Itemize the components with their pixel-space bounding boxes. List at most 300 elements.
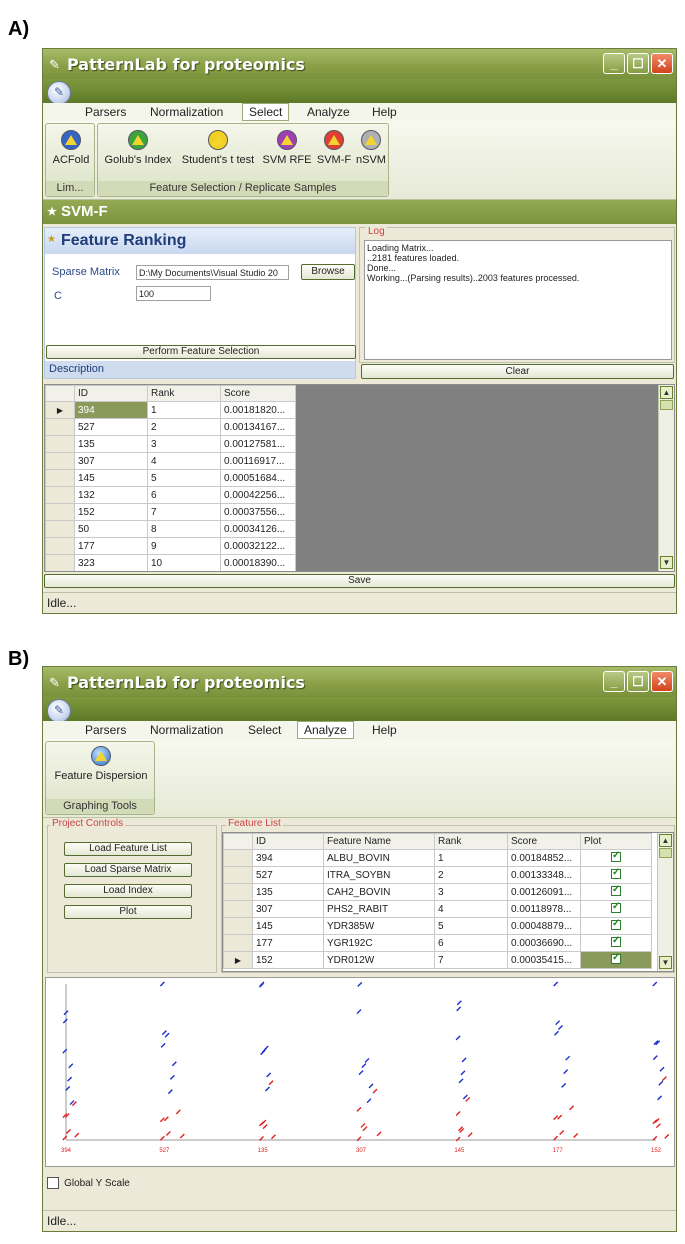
row-header bbox=[46, 521, 75, 538]
header-corner bbox=[224, 834, 253, 850]
data-mark bbox=[63, 1019, 67, 1023]
ribbon-b bbox=[43, 739, 676, 818]
sparse-matrix-label: Sparse Matrix bbox=[52, 266, 120, 278]
cell-id[interactable]: 50 bbox=[75, 521, 148, 538]
cell-rank[interactable]: 5 bbox=[435, 918, 508, 935]
cell-score[interactable]: 0.00134167... bbox=[221, 419, 296, 436]
minimize-button[interactable]: _ bbox=[603, 53, 625, 74]
menu-help[interactable]: Help bbox=[372, 105, 397, 119]
cell-rank[interactable]: 2 bbox=[148, 419, 221, 436]
x-tick-label: 394 bbox=[60, 1148, 72, 1154]
cell-rank[interactable]: 4 bbox=[435, 901, 508, 918]
plot-checkbox[interactable] bbox=[611, 852, 621, 862]
cell-id[interactable]: 307 bbox=[253, 901, 324, 918]
feature-list-title: Feature List bbox=[228, 818, 281, 829]
section-title: SVM-F bbox=[61, 203, 108, 220]
cell-score[interactable]: 0.00042256... bbox=[221, 487, 296, 504]
col-plot[interactable]: Plot bbox=[581, 834, 652, 850]
maximize-button[interactable]: ☐ bbox=[627, 53, 649, 74]
ranking-table bbox=[44, 384, 675, 572]
cell-plot[interactable] bbox=[581, 935, 652, 952]
feature-ranking-panel bbox=[44, 227, 356, 379]
load-index-button[interactable]: Load Index bbox=[64, 884, 192, 898]
log-line: Done... bbox=[367, 263, 397, 273]
table-row[interactable] bbox=[46, 453, 296, 470]
data-mark bbox=[176, 1110, 180, 1114]
data-mark bbox=[369, 1084, 373, 1088]
data-mark bbox=[269, 1081, 273, 1085]
acfold-icon bbox=[61, 130, 81, 150]
cell-id[interactable]: 152 bbox=[253, 952, 324, 969]
title-bar bbox=[43, 667, 676, 697]
x-tick-label: 145 bbox=[454, 1148, 465, 1154]
load-sparse-matrix-button[interactable]: Load Sparse Matrix bbox=[64, 863, 192, 877]
menu-bar bbox=[43, 103, 676, 121]
data-mark bbox=[466, 1097, 470, 1101]
feature-list-grid bbox=[223, 833, 652, 969]
svm-rfe-label: SVM RFE bbox=[262, 154, 312, 166]
log-line: ..2181 features loaded. bbox=[367, 253, 460, 263]
nsvm-button[interactable] bbox=[354, 130, 388, 166]
nsvm-icon bbox=[361, 130, 381, 150]
cell-id[interactable]: 527 bbox=[253, 867, 324, 884]
nsvm-label: nSVM bbox=[356, 154, 386, 166]
project-controls-group bbox=[47, 818, 217, 973]
data-mark bbox=[461, 1071, 465, 1075]
table-row[interactable] bbox=[224, 935, 652, 952]
data-mark bbox=[172, 1062, 176, 1066]
app-icon: ✎ bbox=[49, 675, 60, 690]
row-header bbox=[46, 538, 75, 555]
cell-id[interactable]: 394 bbox=[253, 850, 324, 867]
menu-normalization[interactable]: Normalization bbox=[150, 723, 224, 737]
window-title: PatternLab for proteomics bbox=[67, 55, 305, 74]
ranking-grid bbox=[45, 385, 296, 572]
ribbon-group-lim bbox=[45, 123, 95, 197]
data-mark bbox=[658, 1096, 662, 1100]
cell-score[interactable]: 0.00035415... bbox=[508, 952, 581, 969]
plot-checkbox[interactable] bbox=[611, 954, 621, 964]
group-graphing-tools-label: Graphing Tools bbox=[46, 799, 154, 814]
data-mark bbox=[161, 1043, 165, 1047]
students-t-test-button[interactable] bbox=[176, 130, 260, 166]
ranking-icon: ★ bbox=[47, 234, 56, 245]
cell-id[interactable]: 177 bbox=[75, 538, 148, 555]
table-row[interactable] bbox=[224, 901, 652, 918]
acfold-button[interactable] bbox=[50, 130, 92, 166]
data-mark bbox=[665, 1134, 669, 1138]
svm-f-icon bbox=[324, 130, 344, 150]
table-row[interactable] bbox=[46, 419, 296, 436]
plot-checkbox[interactable] bbox=[611, 869, 621, 879]
data-mark bbox=[558, 1026, 562, 1030]
cell-score[interactable]: 0.00184852... bbox=[508, 850, 581, 867]
golubs-index-label: Golub's Index bbox=[104, 154, 172, 166]
cell-rank[interactable]: 7 bbox=[435, 952, 508, 969]
window-b bbox=[42, 666, 677, 1232]
cell-plot[interactable] bbox=[581, 918, 652, 935]
data-mark bbox=[570, 1106, 574, 1110]
data-mark bbox=[363, 1127, 367, 1131]
header-corner bbox=[46, 386, 75, 402]
acfold-label: ACFold bbox=[52, 154, 90, 166]
row-header bbox=[224, 867, 253, 884]
log-title: Log bbox=[368, 226, 385, 237]
table-row[interactable] bbox=[46, 504, 296, 521]
x-tick-label: 527 bbox=[159, 1148, 170, 1154]
data-mark bbox=[653, 982, 657, 986]
cell-id[interactable]: 527 bbox=[75, 419, 148, 436]
menu-analyze[interactable]: Analyze bbox=[307, 105, 350, 119]
plot-checkbox[interactable] bbox=[611, 937, 621, 947]
table-row[interactable] bbox=[224, 867, 652, 884]
row-header bbox=[224, 935, 253, 952]
feature-dispersion-icon bbox=[91, 746, 111, 766]
cell-id[interactable]: 145 bbox=[75, 470, 148, 487]
table-row[interactable] bbox=[224, 850, 652, 867]
table-row[interactable] bbox=[46, 538, 296, 555]
ribbon-header bbox=[43, 697, 676, 721]
menu-help[interactable]: Help bbox=[372, 723, 397, 737]
cell-feature-name[interactable]: CAH2_BOVIN bbox=[324, 884, 435, 901]
log-textbox[interactable] bbox=[364, 240, 672, 360]
col-feature-name[interactable]: Feature Name bbox=[324, 834, 435, 850]
table-row[interactable] bbox=[46, 487, 296, 504]
menu-parsers[interactable]: Parsers bbox=[85, 723, 127, 737]
data-mark bbox=[456, 1036, 460, 1040]
table-row[interactable] bbox=[46, 555, 296, 572]
data-mark bbox=[365, 1058, 369, 1062]
data-mark bbox=[463, 1095, 467, 1099]
feature-ranking-title: Feature Ranking bbox=[61, 232, 187, 249]
x-tick-label: 177 bbox=[552, 1148, 563, 1154]
cell-rank[interactable]: 1 bbox=[435, 850, 508, 867]
feature-ranking-header bbox=[45, 228, 355, 254]
table-row[interactable] bbox=[224, 952, 652, 969]
cell-plot[interactable] bbox=[581, 901, 652, 918]
browse-button[interactable]: Browse bbox=[301, 264, 355, 280]
svm-f-button[interactable] bbox=[314, 130, 354, 166]
panel-label-b: B) bbox=[8, 648, 30, 670]
data-mark bbox=[659, 1081, 663, 1085]
cell-rank[interactable]: 2 bbox=[435, 867, 508, 884]
scroll-thumb[interactable] bbox=[659, 848, 672, 858]
cell-id[interactable]: 132 bbox=[75, 487, 148, 504]
row-header bbox=[224, 901, 253, 918]
data-mark bbox=[556, 1021, 560, 1025]
plot-button[interactable]: Plot bbox=[64, 905, 192, 919]
feature-dispersion-label: Feature Dispersion bbox=[54, 770, 148, 782]
data-mark bbox=[562, 1083, 566, 1087]
section-icon: ★ bbox=[47, 206, 57, 218]
feature-list-table bbox=[222, 832, 674, 972]
scroll-down-arrow[interactable]: ▼ bbox=[659, 956, 672, 969]
global-y-scale-checkbox[interactable] bbox=[47, 1177, 59, 1189]
table-row[interactable] bbox=[46, 521, 296, 538]
x-tick-label: 307 bbox=[355, 1148, 367, 1154]
data-mark bbox=[357, 1107, 361, 1111]
cell-score[interactable]: 0.00127581... bbox=[221, 436, 296, 453]
cell-rank[interactable]: 9 bbox=[148, 538, 221, 555]
load-feature-list-button[interactable]: Load Feature List bbox=[64, 842, 192, 856]
data-mark bbox=[554, 1031, 558, 1035]
scroll-up-arrow[interactable]: ▲ bbox=[660, 386, 673, 399]
cell-plot[interactable] bbox=[581, 850, 652, 867]
data-mark bbox=[160, 1118, 164, 1122]
data-mark bbox=[170, 1075, 174, 1079]
cell-rank[interactable]: 3 bbox=[148, 436, 221, 453]
menu-bar bbox=[43, 721, 676, 739]
app-orb[interactable] bbox=[47, 699, 71, 723]
window-title: PatternLab for proteomics bbox=[67, 673, 305, 692]
cell-feature-name[interactable]: ALBU_BOVIN bbox=[324, 850, 435, 867]
menu-parsers[interactable]: Parsers bbox=[85, 105, 127, 119]
window-a bbox=[42, 48, 677, 614]
status-text: Idle... bbox=[47, 1214, 77, 1228]
cell-rank[interactable]: 10 bbox=[148, 555, 221, 572]
data-mark bbox=[554, 982, 558, 986]
cell-score[interactable]: 0.00037556... bbox=[221, 504, 296, 521]
status-bar bbox=[43, 1210, 676, 1231]
table-row[interactable] bbox=[224, 918, 652, 935]
status-text: Idle... bbox=[47, 596, 77, 610]
row-header bbox=[46, 453, 75, 470]
data-mark bbox=[656, 1124, 660, 1128]
feature-dispersion-button[interactable] bbox=[48, 746, 154, 782]
cell-id[interactable]: 145 bbox=[253, 918, 324, 935]
cell-rank[interactable]: 4 bbox=[148, 453, 221, 470]
data-mark bbox=[468, 1133, 472, 1137]
svm-rfe-button[interactable] bbox=[262, 130, 312, 166]
c-label: C bbox=[54, 290, 62, 302]
data-mark bbox=[554, 1116, 558, 1120]
row-pointer: ▶ bbox=[224, 952, 253, 969]
data-mark bbox=[265, 1087, 269, 1091]
group-feature-selection-label: Feature Selection / Replicate Samples bbox=[98, 181, 388, 196]
cell-plot[interactable] bbox=[581, 952, 652, 969]
cell-id[interactable]: 135 bbox=[253, 884, 324, 901]
close-button[interactable]: ✕ bbox=[651, 671, 673, 692]
data-mark bbox=[377, 1132, 381, 1136]
cell-score[interactable]: 0.00118978... bbox=[508, 901, 581, 918]
ribbon-header bbox=[43, 79, 676, 103]
cell-feature-name[interactable]: YDR385W bbox=[324, 918, 435, 935]
students-t-test-icon bbox=[208, 130, 228, 150]
menu-select[interactable]: Select bbox=[248, 723, 282, 737]
description-label: Description bbox=[49, 363, 105, 375]
cell-score[interactable]: 0.00133348... bbox=[508, 867, 581, 884]
table-row[interactable] bbox=[46, 436, 296, 453]
data-mark bbox=[456, 1111, 460, 1115]
scroll-up-arrow[interactable]: ▲ bbox=[659, 834, 672, 847]
global-y-scale-option[interactable] bbox=[47, 1177, 130, 1189]
data-mark bbox=[160, 982, 164, 986]
cell-feature-name[interactable]: YDR012W bbox=[324, 952, 435, 969]
data-mark bbox=[164, 1117, 168, 1121]
group-lim-label: Lim... bbox=[46, 181, 94, 196]
panel-label-a: A) bbox=[8, 18, 30, 40]
plot-checkbox[interactable] bbox=[611, 886, 621, 896]
row-header bbox=[46, 504, 75, 521]
c-field[interactable]: 100 bbox=[136, 286, 211, 301]
col-id[interactable]: ID bbox=[75, 386, 148, 402]
col-score[interactable]: Score bbox=[221, 386, 296, 402]
table-row[interactable] bbox=[46, 402, 296, 419]
global-y-scale-label: Global Y Scale bbox=[64, 1177, 130, 1189]
status-bar bbox=[43, 592, 676, 613]
data-mark bbox=[459, 1079, 463, 1083]
data-mark bbox=[357, 1010, 361, 1014]
menu-normalization[interactable]: Normalization bbox=[150, 105, 224, 119]
row-header bbox=[224, 884, 253, 901]
cell-id[interactable]: 394 bbox=[75, 402, 148, 419]
data-mark bbox=[462, 1058, 466, 1062]
data-mark bbox=[558, 1115, 562, 1119]
title-bar bbox=[43, 49, 676, 79]
plot-checkbox[interactable] bbox=[611, 903, 621, 913]
log-line: Loading Matrix... bbox=[367, 243, 434, 253]
row-header bbox=[46, 436, 75, 453]
cell-rank[interactable]: 1 bbox=[148, 402, 221, 419]
row-pointer: ▶ bbox=[46, 402, 75, 419]
data-mark bbox=[66, 1130, 70, 1134]
cell-rank[interactable]: 7 bbox=[148, 504, 221, 521]
ribbon-group-graphing-tools bbox=[45, 741, 155, 815]
data-mark bbox=[373, 1089, 377, 1093]
row-header bbox=[46, 419, 75, 436]
data-mark bbox=[554, 1136, 558, 1140]
cell-rank[interactable]: 6 bbox=[435, 935, 508, 952]
row-header bbox=[46, 555, 75, 572]
data-mark bbox=[75, 1133, 79, 1137]
data-mark bbox=[271, 1135, 275, 1139]
x-tick-label: 135 bbox=[257, 1148, 268, 1154]
project-controls-title: Project Controls bbox=[52, 818, 124, 829]
menu-analyze[interactable]: Analyze bbox=[297, 721, 354, 739]
table-row[interactable] bbox=[224, 884, 652, 901]
data-mark bbox=[361, 1123, 365, 1127]
data-mark bbox=[69, 1064, 73, 1068]
cell-score[interactable]: 0.00051684... bbox=[221, 470, 296, 487]
plot-checkbox[interactable] bbox=[611, 920, 621, 930]
data-mark bbox=[457, 1001, 461, 1005]
cell-plot[interactable] bbox=[581, 867, 652, 884]
log-group bbox=[359, 227, 675, 363]
row-header bbox=[224, 918, 253, 935]
students-t-test-label: Student's t test bbox=[181, 154, 255, 166]
data-mark bbox=[560, 1130, 564, 1134]
col-rank[interactable]: Rank bbox=[148, 386, 221, 402]
log-line: Working...(Parsing results)..2003 features processed. bbox=[367, 273, 580, 283]
golubs-index-button[interactable] bbox=[100, 130, 176, 166]
row-header bbox=[46, 470, 75, 487]
svm-f-label: SVM-F bbox=[316, 154, 352, 166]
data-mark bbox=[359, 1071, 363, 1075]
data-mark bbox=[564, 1070, 568, 1074]
cell-score[interactable]: 0.00036690... bbox=[508, 935, 581, 952]
orb-icon: ✎ bbox=[54, 703, 65, 717]
data-mark bbox=[457, 1007, 461, 1011]
cell-id[interactable]: 152 bbox=[75, 504, 148, 521]
svm-f-section-bar bbox=[43, 200, 676, 224]
dispersion-plot-area bbox=[45, 977, 675, 1167]
vertical-scrollbar[interactable] bbox=[657, 833, 673, 971]
ribbon-a bbox=[43, 121, 676, 200]
save-button[interactable]: Save bbox=[44, 574, 675, 588]
cell-score[interactable]: 0.00018390... bbox=[221, 555, 296, 572]
cell-score[interactable]: 0.00116917... bbox=[221, 453, 296, 470]
app-icon: ✎ bbox=[49, 57, 60, 72]
cell-feature-name[interactable]: PHS2_RABIT bbox=[324, 901, 435, 918]
svm-rfe-icon bbox=[277, 130, 297, 150]
cell-feature-name[interactable]: ITRA_SOYBN bbox=[324, 867, 435, 884]
cell-score[interactable]: 0.00032122... bbox=[221, 538, 296, 555]
col-score[interactable]: Score bbox=[508, 834, 581, 850]
cell-id[interactable]: 323 bbox=[75, 555, 148, 572]
dispersion-chart bbox=[46, 978, 674, 1166]
menu-select[interactable]: Select bbox=[242, 103, 289, 121]
app-orb[interactable] bbox=[47, 81, 71, 105]
cell-rank[interactable]: 6 bbox=[148, 487, 221, 504]
cell-id[interactable]: 135 bbox=[75, 436, 148, 453]
cell-rank[interactable]: 5 bbox=[148, 470, 221, 487]
cell-score[interactable]: 0.00034126... bbox=[221, 521, 296, 538]
cell-rank[interactable]: 3 bbox=[435, 884, 508, 901]
col-rank[interactable]: Rank bbox=[435, 834, 508, 850]
golubs-index-icon bbox=[128, 130, 148, 150]
cell-plot[interactable] bbox=[581, 884, 652, 901]
cell-score[interactable]: 0.00181820... bbox=[221, 402, 296, 419]
cell-score[interactable]: 0.00048879... bbox=[508, 918, 581, 935]
data-mark bbox=[367, 1099, 371, 1103]
x-tick-label: 152 bbox=[650, 1148, 662, 1154]
table-row[interactable] bbox=[46, 470, 296, 487]
data-mark bbox=[267, 1073, 271, 1077]
data-mark bbox=[574, 1134, 578, 1138]
minimize-button[interactable]: _ bbox=[603, 671, 625, 692]
data-mark bbox=[358, 982, 362, 986]
data-mark bbox=[263, 1125, 267, 1129]
cell-rank[interactable]: 8 bbox=[148, 521, 221, 538]
data-mark bbox=[168, 1090, 172, 1094]
cell-id[interactable]: 307 bbox=[75, 453, 148, 470]
data-mark bbox=[662, 1077, 666, 1081]
cell-feature-name[interactable]: YGR192C bbox=[324, 935, 435, 952]
cell-score[interactable]: 0.00126091... bbox=[508, 884, 581, 901]
close-button[interactable]: ✕ bbox=[651, 53, 673, 74]
data-mark bbox=[68, 1077, 72, 1081]
sparse-matrix-field[interactable]: D:\My Documents\Visual Studio 20 bbox=[136, 265, 289, 280]
data-mark bbox=[660, 1067, 664, 1071]
row-header bbox=[224, 850, 253, 867]
scroll-thumb[interactable] bbox=[660, 400, 673, 410]
scroll-down-arrow[interactable]: ▼ bbox=[660, 556, 673, 569]
orb-icon: ✎ bbox=[54, 85, 65, 99]
cell-id[interactable]: 177 bbox=[253, 935, 324, 952]
data-mark bbox=[362, 1064, 366, 1068]
clear-button[interactable]: Clear bbox=[361, 364, 674, 379]
data-mark bbox=[166, 1131, 170, 1135]
data-mark bbox=[566, 1056, 570, 1060]
feature-list-group bbox=[221, 818, 675, 973]
data-mark bbox=[180, 1134, 184, 1138]
ribbon-group-feature-selection bbox=[97, 123, 389, 197]
perform-feature-selection-button[interactable]: Perform Feature Selection bbox=[46, 345, 356, 359]
data-mark bbox=[165, 1033, 169, 1037]
vertical-scrollbar[interactable] bbox=[658, 385, 674, 571]
col-id[interactable]: ID bbox=[253, 834, 324, 850]
maximize-button[interactable]: ☐ bbox=[627, 671, 649, 692]
